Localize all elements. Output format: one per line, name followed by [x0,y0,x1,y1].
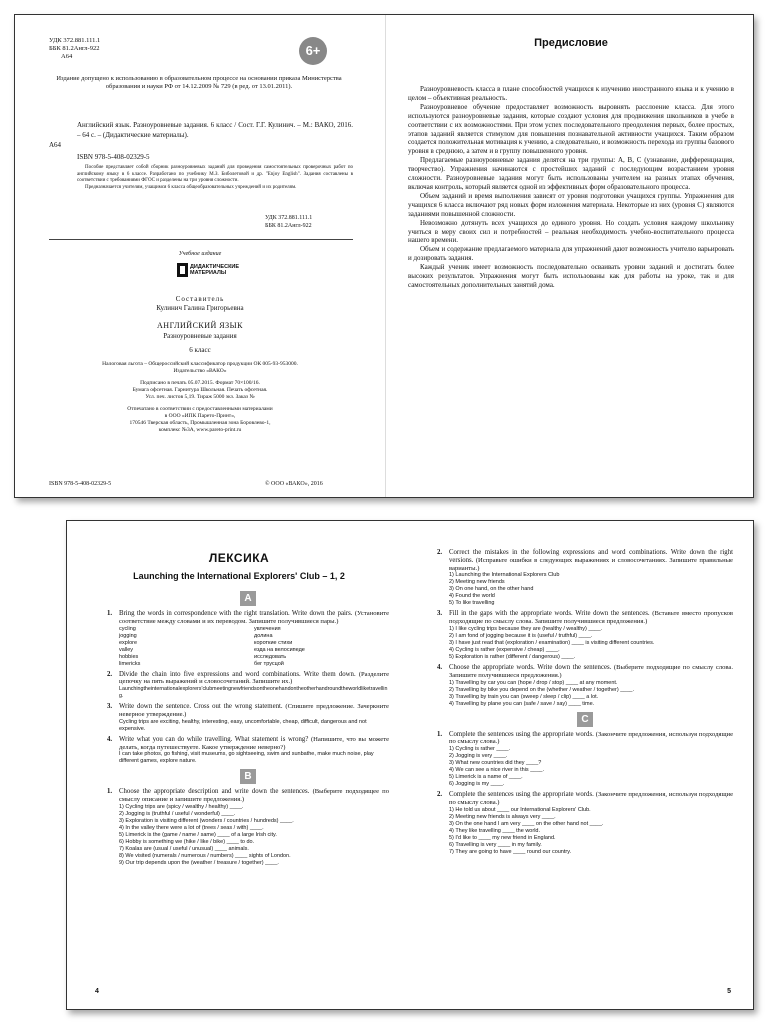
book-title: АНГЛИЙСКИЙ ЯЗЫК [157,321,243,330]
instruction-english: Fill in the gaps with the appropriate words. Write down the sentences. [449,610,653,618]
exercise-instruction [107,736,389,752]
exercise [437,549,733,607]
exercise-item: 7) They are going to have ____ round our country. [449,848,572,855]
page-number: 4 [95,988,99,995]
imprint-line: в ООО «ИПК Парето-Принт», [164,413,236,419]
preface-paragraph: Разноуровневость класса в плане способностей учащихся к изучению иностранного языка и к учению в целом – объективная реальность. [408,85,734,102]
exercise-number: 2. [107,670,113,678]
exercise-number: 1. [107,788,113,796]
udk-line: УДК 372.881.111.1 [265,215,313,221]
approval-notice: Издание допущено к использованию в образовательном процессе на основании приказа Министерства образования и науки РФ от 14.12.2009 № 729 (в ред. от 13.01.2011). [56,75,342,90]
imprint-line: Издательство «ВАКО» [173,368,227,374]
exercise-item: 3) What new countries did they ____? [449,760,542,767]
udk-line: УДК 372.881.111.1 [49,37,101,44]
exercise-item: 5) Limerick is the (game / name / same) ____ of a large Irish city. [119,831,277,838]
exercise-number: 1. [107,610,113,617]
exercise-item: 4) Travelling by plane you can (safe / save / say) ____ time. [449,700,595,707]
divider [49,239,353,240]
exercise-instruction [107,610,389,626]
russian-translation: исследовать [254,653,287,660]
udk-block [49,37,100,61]
imprint-line: Бумага офсетная. Гарнитура Школьная. Печать офсетная. [132,387,268,393]
level-b-tasks-continued [437,549,733,708]
edition-type: Учебное издание [178,251,222,257]
exercise-items [437,626,733,661]
exercise [437,731,733,789]
imprint-block [15,361,385,434]
unit-title: Launching the International Explorers' Club – 1, 2 [133,571,345,581]
preface-paragraph: Невозможно дотянуть всех учащихся до единого уровня. Но создать условия каждому школьнику учиться в меру своих сил и потребностей – реальная необходимость учебно-воспитательного процесса нашего времени. [408,218,734,245]
exercise-item: 6) Hobby is something we (hike / like / bike) ____ to do. [119,838,255,845]
isbn-top: ISBN 978-5-408-02329-5 [77,153,150,161]
imprint-line: Налоговая льгота – Общероссийский классификатор продукции ОК 005-93-953000. [102,361,298,367]
exercise-item: 4) Found the world [449,593,495,600]
exercise-instruction [107,788,389,804]
book-spread-top [14,14,754,498]
instruction-russian: (Спишите предложение. Зачеркните неверное утверждение.) [119,703,389,718]
exercise-number: 2. [437,549,443,556]
exercise-items [107,719,389,733]
exercise-item: 6) Travelling is very ____ in my family. [449,841,542,848]
exercise-item: 2) Meeting new friends [449,579,505,586]
exercise-number: 3. [437,610,443,618]
exercise-items [437,746,733,788]
exercise-items [107,751,389,765]
english-word: cycling [119,625,136,632]
compiler-label: Составитель [175,295,225,303]
exercise-items [437,680,733,708]
book-grade: 6 класс [189,346,211,354]
compiler-name: Кулинич Галина Григорьевна [156,304,244,312]
russian-translation: увлечения [254,625,281,632]
instruction-english: Write what you can do while travelling. What statement is wrong? [119,735,311,743]
exercise [437,791,733,856]
level-b-tasks [107,788,389,867]
exercise-item: 1) Cycling trips are (spicy / wealthy / healthy) ____. [119,803,244,810]
instruction-russian: (Установите соответствие между словами и их переводом. Запишите получившиеся пары.) [119,610,389,625]
exercise-item: 4) In the valley there were a lot of (trees / seas / with) ____. [119,824,264,831]
english-word: jogging [119,632,137,639]
exercise-item: 1) Launching the International Explorers Club [449,572,560,579]
exercise-instruction [107,703,389,719]
instruction-russian: (Исправьте ошибки в следующих выражениях и словосочетаниях. Запишите правильные варианты.) [449,556,733,572]
exercise-item: 5) To like travelling [449,600,495,607]
exercise-item: 2) Travelling by bike you depend on the (whether / weather / together) ____. [449,686,634,693]
preface-paragraph: Каждый ученик имеет возможность последовательно осваивать уровни заданий и достигать более высоких результатов. Упражнения могут быть использованы как для работы на уроке, так и для самостоятельных дополнительных занятий дома. [408,263,734,289]
exercise-number: 3. [107,703,113,711]
level-c-tasks [437,731,733,856]
word-chain: Launchingtheinternationalexplorers'clubmeetingnewfriendsontheonehandontheotherhandroundtheworldliketravelling. [119,686,388,700]
exercise-number: 4. [437,663,443,671]
english-word: explore [119,639,138,646]
exercise [107,610,389,668]
imprint-line: 170546 Тверская область, Промышленная зона Боровлево-1, [129,420,271,426]
series-logo-text: ДИДАКТИЧЕСКИЕ МАТЕРИАЛЫ [190,263,240,276]
instruction-russian: (Выберите подходящие по смыслу слова. Запишите получившиеся предложения.) [449,663,733,679]
exercise-number: 2. [437,791,443,799]
imprint-line: Отпечатано в соответствии с предоставленными материалами [127,406,273,412]
exercise-items [107,804,389,867]
exercise-item: I can take photos, go fishing, visit museums, go sightseeing, swim and sunbathe, make much noise, play different games, explore nature. [119,751,376,765]
exercise-instruction [107,671,389,687]
instruction-russian: (Разделите цепочку на пять выражений и словосочетаний. Запишите их.) [119,670,389,686]
exercise-instruction [437,610,733,626]
exercise-item: Cycling trips are exciting, healthy, interesting, easy, uncomfortable, cheap, difficult, dangerous and not expensive. [119,718,369,732]
exercise [107,703,389,733]
copyright-page [15,15,385,497]
exercise-item: 4) Cycling is rather (expensive / cheap) ____. [449,646,560,653]
preface-paragraph: Объем заданий и время выполнения зависят от уровня подготовки учащихся группы. Упражнения для учащихся 6 класса включают ряд новых форм изложения материала. Некоторые из них (уровня С) являются заданиями повышенной сложности. [408,191,734,218]
age-rating-badge: 6+ [299,37,327,65]
page-4 [67,521,411,1009]
exercise-item: 8) We visited (numerals / numerous / numbers) ____ sights of London. [119,852,291,859]
instruction-russian: (Вставьте вместо пропусков подходящие по смыслу слова. Запишите получившиеся предложения.) [449,610,733,626]
russian-translation: езда на велосипеде [254,646,305,653]
udk-right-block [265,215,312,230]
exercise-instruction [437,731,733,747]
exercise-item: 7) Koalas are (usual / useful / unusual) ____ animals. [119,845,249,852]
page-4-column [107,587,389,870]
exercise-number: 4. [107,735,113,743]
exercise [437,610,733,661]
exercise-item: 5) Exploration is rather (different / dangerous) ____. [449,653,576,660]
bbk-line: ББК 81.2Англ-922 [49,45,100,52]
exercise-item: 5) I'd like to ____ my new friend in England. [449,834,556,841]
exercise [107,736,389,766]
series-logo [177,263,239,277]
bbk-line: ББК 81.2Англ-922 [265,222,312,229]
exercise-items [437,807,733,856]
english-word: hobbies [119,653,139,660]
section-title: ЛЕКСИКА [208,551,270,565]
instruction-english: Divide the chain into five expressions and word combinations. Write them down. [119,670,359,678]
exercise [107,671,389,701]
level-b-badge: B [240,769,256,784]
exercise-number: 1. [437,730,443,738]
book-subtitle: Разноуровневые задания [163,332,237,340]
instruction-english: Complete the sentences using the appropriate words. [449,791,596,799]
biblio-code: А64 [49,141,62,149]
exercise-item: 3) On the one hand I am very ____ on the other hand not ____. [449,820,604,827]
exercise-item: 4) They like travelling ____ the world. [449,827,541,834]
annotation-paragraph: Предназначается учителям, учащимся 6 класса общеобразовательных учреждений и их родителям. [85,184,297,190]
instruction-english: Write down the sentence. Cross out the wrong statement. [119,703,286,711]
page-5 [411,521,754,1009]
russian-translation: бег трусцой [254,660,284,667]
preface-body [408,85,734,290]
preface-paragraph: Объем и содержание предлагаемого материала для упражнений дают возможность учителю варьировать и дозировать задания. [408,245,734,263]
preface-paragraph: Разноуровневое обучение предоставляет возможность выровнять расслоение класса. Для этого используются разноуровневые задания, которые создают условия для продвижения школьников в учебе в соответствии с их возможностями. При этом успех последовательного преодоления первых, более простых, этапов заданий является стимулом для повышения познавательной активности учащихся. Таким образом создается положительная мотивация к учению, а следовательно, и возможность перехода из группы базового уровня в среднюю, а затем и в группу повышенного уровня. [408,102,734,156]
exercise-item: 5) Limerick is a name of ____. [449,774,523,781]
instruction-english: Choose the appropriate words. Write down the sentences. [449,663,614,671]
instruction-russian: (Выберите подходящее по смыслу описание и запишите предложения.) [119,788,389,804]
exercise-item: 4) We can see a nice river in this ____. [449,767,544,774]
russian-translation: короткие стихи [254,639,293,646]
exercise [107,788,389,867]
exercise-item: 6) Jogging is my ____. [449,781,505,788]
exercise-item: 3) Exploration is visiting different (wonders / countries / hundreds) ____. [119,817,294,824]
exercise-item: 1) I like cycling trips because they are (healthy / wealthy) ____. [449,625,603,632]
instruction-russian: (Закончите предложения, используя подходящие по смыслу слова.) [449,791,733,806]
imprint-line: Усл. печ. листов 5,19. Тираж 5000 экз. Заказ № [145,394,255,400]
exercise-item: 2) Jogging is very ____. [449,753,508,760]
annotation [77,165,353,191]
level-a-badge: A [240,591,256,606]
instruction-english: Complete the sentences using the appropriate words. [449,730,596,738]
preface-paragraph: Предлагаемые разноуровневые задания делятся на три группы: А, В, С (узнавание, дифференциация, творчество). Упражнения начинаются с простейших заданий с последующим возрастанием уровня сложности. Разноуровневые задания могут быть использованы учителем на разных этапах обучения, включая контроль, который является одной из эффективных форм образовательного процесса. [408,156,734,191]
instruction-english: Bring the words in correspondence with the right translation. Write down the pairs. [119,610,355,617]
isbn-bottom: ISBN 978-5-408-02329-5 [49,481,112,487]
author-mark: А64 [61,53,73,60]
exercise-item: 1) Cycling is rather ____. [449,746,511,753]
series-logo-mark-icon [177,263,188,277]
imprint-line: Подписано в печать 05.07.2015. Формат 70×100/16. [140,380,260,386]
exercise-instruction [437,791,733,807]
exercise-item: 3) On one hand, on the other hand [449,586,534,593]
imprint-line: комплекс №3А, www.pareto-print.ru [158,427,242,433]
exercise-instruction [437,664,733,680]
word-pairs [107,626,389,668]
preface-title: Предисловие [534,37,608,49]
exercise-item: 1) Travelling by car you can (hope / drop / stop) ____ at any moment. [449,679,618,686]
exercise [437,664,733,708]
english-word: valley [119,646,134,653]
page-5-column [437,549,733,859]
copyright-line: © ООО «ВАКО», 2016 [265,481,323,487]
exercise-item: 2) I am fond of jogging because it is (useful / truthful) ____. [449,632,593,639]
english-word: limericks [119,660,141,667]
level-a-tasks [107,610,389,765]
level-c-badge: C [577,712,593,727]
exercise-item: 9) Our trip depends upon the (weather / treasure / together) ____. [119,859,279,866]
annotation-paragraph: Пособие представляет собой сборник разноуровневых заданий для проведения самостоятельных проверочных работ по английскому языку в 6 классе. Разработано по учебнику М.З. Биболетовой и др. "Enjoy English". Задания составлены в соответствии с требованиями ФГОС и разделены на три уровня сложности. [77,165,353,183]
exercise-items [437,572,733,607]
exercise-item: 3) Travelling by train you can (sweep / sleep / clip) ____ a lot. [449,693,599,700]
preface-page [385,15,754,497]
exercise-item: 1) He told us about ____ our International Explorers' Club. [449,806,591,813]
exercise-instruction [437,549,733,572]
instruction-english: Correct the mistakes in the following expressions and word combinations. Write down the right versions. [449,549,733,564]
book-spread-bottom [66,520,754,1010]
instruction-english: Choose the appropriate description and write down the sentences. [119,788,313,796]
instruction-russian: (Закончите предложения, используя подходящие по смыслу слова.) [449,730,733,746]
exercise-item: 2) Meeting new friends is always very ____. [449,813,556,820]
russian-translation: долина [254,632,273,639]
exercise-item: 2) Jogging is (truthful / useful / wonderful) ____. [119,810,236,817]
exercise-item: 3) I have just read that (exploration / examination) ____ is visiting different countries. [449,639,655,646]
bibliographic-record: Английский язык. Разноуровневые задания. 6 класс / Сост. Г.Г. Кулинич. – М.: ВАКО, 2016. – 64 с. – (Дидактические материалы). [77,121,353,139]
instruction-russian: (Напишите, что вы можете делать, когда путешествуете. Какое утверждение неверно?) [119,735,390,751]
page-number: 5 [727,988,731,995]
